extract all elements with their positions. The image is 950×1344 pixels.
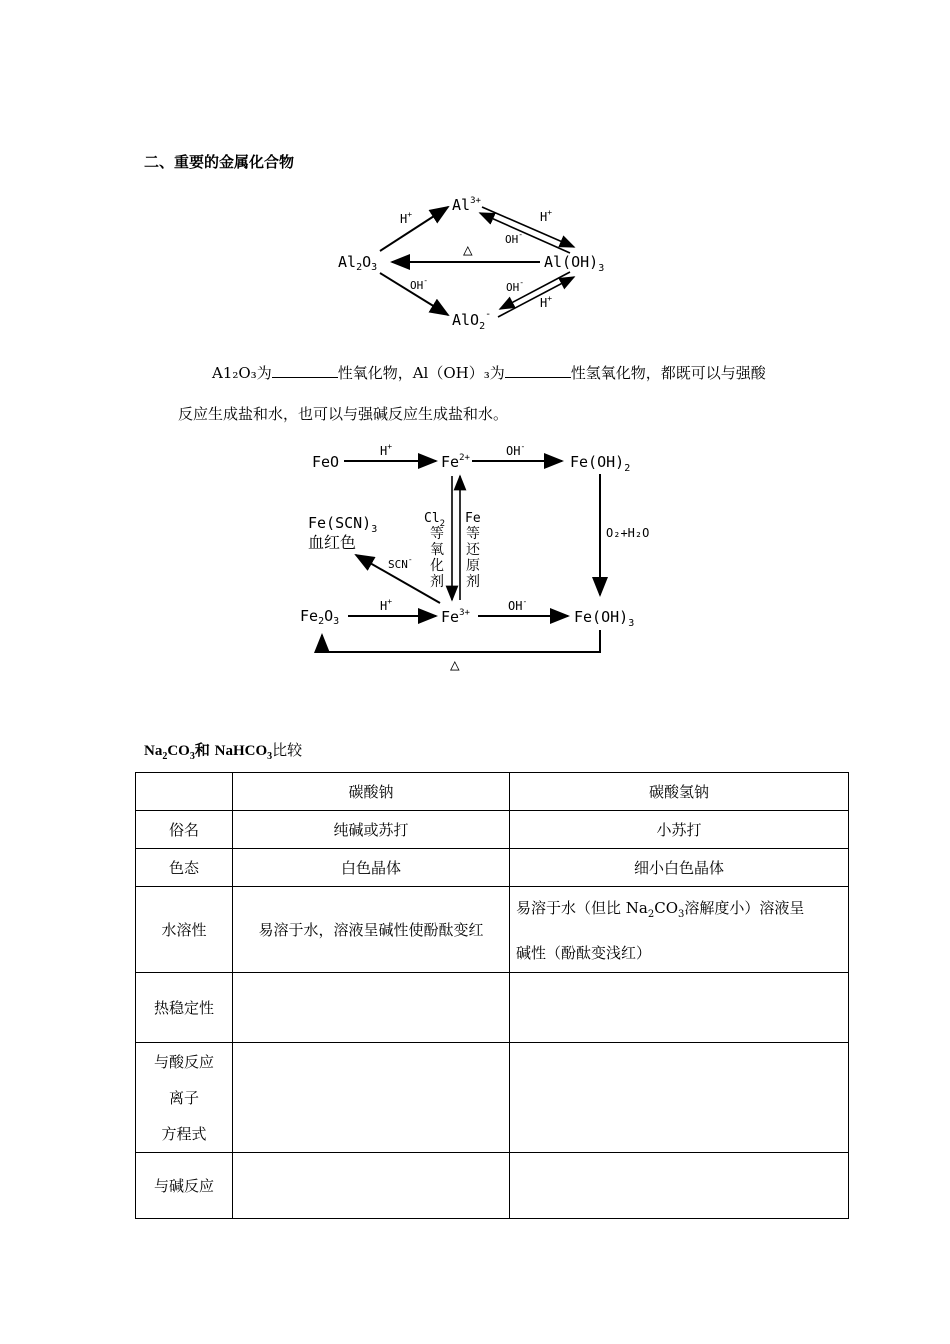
aluminum-diagram: [330, 185, 620, 335]
oh-label-1: OH-: [505, 230, 524, 246]
oh-label-5: OH-: [508, 597, 528, 613]
svg-text:原: 原: [466, 558, 480, 574]
h-plus-label-1: H+: [400, 210, 413, 226]
blank-1[interactable]: [272, 363, 338, 378]
amphoteric-sentence-line2: 反应生成盐和水，也可以与强碱反应生成盐和水。: [178, 405, 509, 423]
arrow-feoh3-to-fe2o3: [322, 630, 600, 652]
h-plus-label-2: H+: [540, 208, 553, 224]
arrow-al3-to-aloh3: [482, 207, 574, 247]
table-row: [136, 849, 849, 887]
row-label: 俗名: [136, 811, 233, 849]
fe3-label: $Fe^{3+}$: [441, 608, 470, 626]
al2o3-label: $Al_2O_3$: [338, 253, 378, 273]
header-cell-sodium-bicarbonate: 碳酸氢钠: [510, 773, 849, 811]
fescn-label: $Fe(SCN)_3$: [308, 514, 378, 535]
row-label: 色态: [136, 849, 233, 887]
cell[interactable]: [233, 973, 510, 1043]
row-label: 热稳定性: [136, 973, 233, 1043]
table-header-row: [136, 773, 849, 811]
arrow-al2o3-to-al3: [380, 207, 448, 251]
h-plus-label-3: H+: [540, 294, 553, 310]
section-heading: 二、重要的金属化合物: [144, 153, 295, 171]
fe2o3-label: $Fe_2O_3$: [300, 607, 340, 627]
aloh3-label: $Al(OH)_3$: [544, 253, 605, 274]
reductant-column: [466, 526, 481, 590]
svg-text:等: 等: [430, 526, 444, 542]
table-row: [136, 1043, 849, 1153]
scn-label: SCN-: [388, 555, 413, 571]
amphoteric-sentence: A1₂O₃为 性氧化物，Al（OH）₃为 性氢氧化物，都既可以与强酸: [212, 364, 766, 382]
feoh3-label: $Fe(OH)_3$: [574, 608, 635, 629]
feo-label: FeO: [312, 453, 340, 471]
svg-text:剂: 剂: [466, 574, 480, 590]
blood-red-label: 血红色: [308, 533, 357, 552]
delta-symbol: △: [463, 240, 473, 259]
arrow-aloh3-to-al3: [480, 213, 570, 253]
header-cell-sodium-carbonate: 碳酸钠: [233, 773, 510, 811]
table-row: [136, 887, 849, 973]
table-row: [136, 1153, 849, 1219]
fe-reductant-label: Fe: [465, 511, 481, 526]
h-plus-label-4: H+: [380, 442, 393, 458]
oxidant-column: [430, 526, 444, 590]
cell[interactable]: [510, 973, 849, 1043]
row-label: 与碱反应: [136, 1153, 233, 1219]
table-row: [136, 811, 849, 849]
svg-text:氧: 氧: [430, 542, 444, 558]
cell: 易溶于水，溶液呈碱性使酚酞变红: [233, 887, 510, 973]
cell: 小苏打: [510, 811, 849, 849]
alo2-label: AlO$_2$-: [452, 309, 492, 332]
oh-label-3: OH-: [506, 278, 525, 294]
cl2-label: $Cl_2$: [424, 511, 446, 529]
row-label: 与酸反应 离子 方程式: [136, 1043, 233, 1153]
svg-text:化: 化: [430, 558, 444, 574]
cell[interactable]: [233, 1043, 510, 1153]
table-title: $Na_2CO_3$和 NaHCO$_3$比较: [144, 741, 303, 762]
comparison-table: [135, 772, 849, 1219]
fe2-label: $Fe^{2+}$: [441, 453, 470, 471]
cell: 白色晶体: [233, 849, 510, 887]
oh-label-4: OH-: [506, 442, 526, 458]
feoh2-label: $Fe(OH)_2$: [570, 453, 631, 474]
cell[interactable]: [510, 1043, 849, 1153]
iron-diagram: [298, 440, 668, 680]
cell[interactable]: [510, 1153, 849, 1219]
svg-text:还: 还: [466, 542, 480, 558]
cell[interactable]: [233, 1153, 510, 1219]
cell: 纯碱或苏打: [233, 811, 510, 849]
o2-h2o-label: O₂+H₂O: [606, 526, 650, 540]
oh-label-2: OH-: [410, 276, 429, 292]
cell: 易溶于水（但比 $Na_2CO_3$溶解度小）溶液呈 碱性（酚酞变浅红）: [510, 887, 849, 973]
svg-text:等: 等: [466, 526, 480, 542]
delta-symbol-2: △: [450, 655, 460, 674]
h-plus-label-5: H+: [380, 597, 393, 613]
header-cell-empty: [136, 773, 233, 811]
cell: 细小白色晶体: [510, 849, 849, 887]
table-row: [136, 973, 849, 1043]
row-label: 水溶性: [136, 887, 233, 973]
blank-2[interactable]: [505, 363, 571, 378]
svg-text:剂: 剂: [430, 574, 444, 590]
al3-label: $Al^{3+}$: [452, 196, 481, 214]
